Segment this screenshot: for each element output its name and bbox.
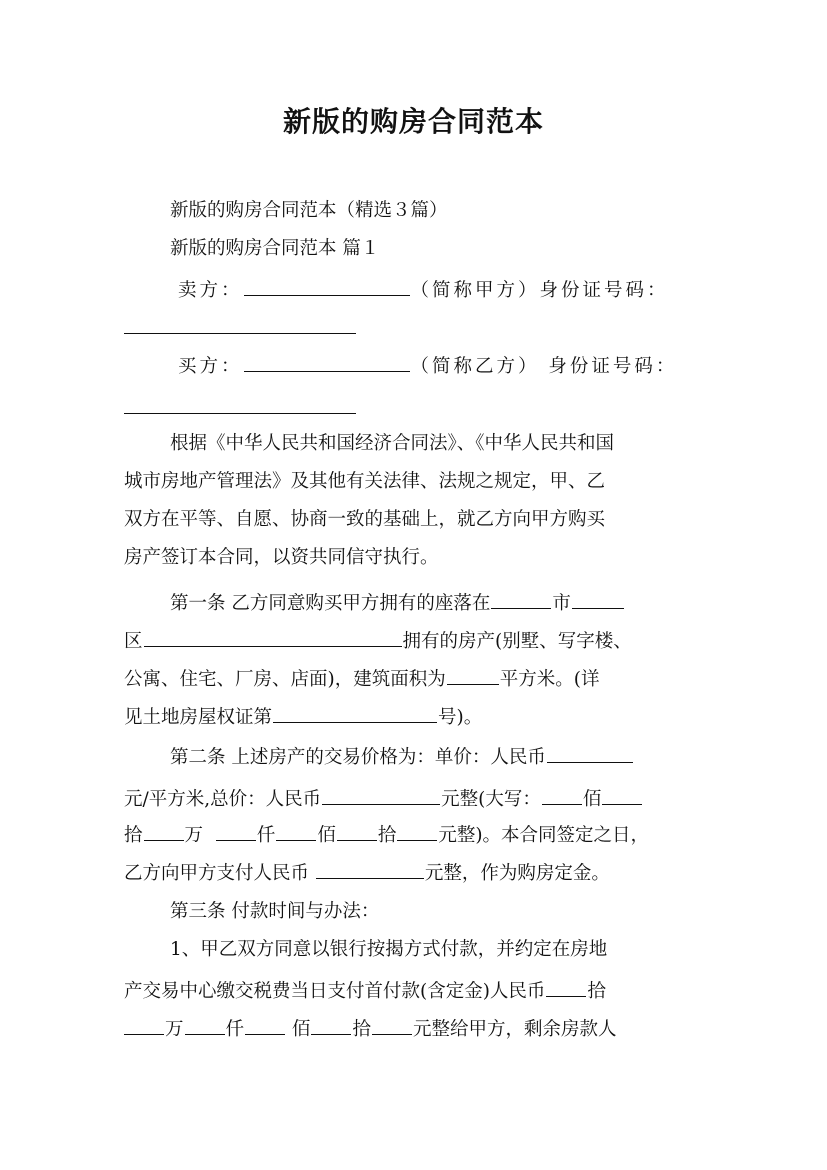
amount-blank bbox=[542, 784, 582, 805]
text-line: 佰 bbox=[291, 1019, 311, 1040]
text-line: 拾 bbox=[377, 825, 397, 846]
text-line: 拾 bbox=[587, 981, 606, 1002]
article-1-line bbox=[124, 626, 704, 654]
text-line: 元整给甲方，剩余房款人 bbox=[412, 1019, 617, 1040]
text-line: 第一条 乙方同意购买甲方拥有的座落在 bbox=[170, 593, 491, 614]
text-line: 元整，作为购房定金。 bbox=[424, 863, 610, 884]
text-line: 元整(大写： bbox=[441, 789, 541, 810]
certificate-blank bbox=[273, 702, 437, 723]
text-line: 拾 bbox=[352, 1019, 371, 1040]
amount-blank bbox=[185, 1014, 225, 1035]
text-line: 根据《中华人民共和国经济合同法》、《中华人民共和国 bbox=[170, 433, 615, 454]
seller-id-blank bbox=[124, 313, 356, 334]
subtitle-line bbox=[170, 197, 704, 225]
paragraph-line bbox=[124, 468, 704, 496]
paragraph-line bbox=[124, 544, 704, 572]
text-line: 市 bbox=[552, 593, 571, 614]
buyer-line bbox=[178, 351, 704, 379]
article-2-line bbox=[124, 784, 704, 812]
seller-name-blank bbox=[244, 275, 410, 296]
article-3-line bbox=[124, 976, 704, 1004]
text-line: 元整)。本合同签定之日， bbox=[438, 825, 650, 846]
text-line: 拾 bbox=[124, 825, 143, 846]
article-1-line bbox=[170, 588, 704, 616]
paragraph-line bbox=[170, 430, 704, 458]
area-blank bbox=[447, 664, 499, 685]
document-title: 新版的购房合同范本 bbox=[282, 105, 544, 138]
amount-blank bbox=[602, 784, 642, 805]
district-blank-a bbox=[572, 588, 624, 609]
amount-blank bbox=[546, 976, 586, 997]
article-2-line bbox=[124, 820, 704, 848]
seller-id-label: （简称甲方）身份证号码： bbox=[410, 280, 669, 301]
amount-blank bbox=[276, 820, 316, 841]
amount-blank bbox=[372, 1014, 412, 1035]
amount-blank bbox=[337, 820, 377, 841]
text-line: 房产签订本合同，以资共同信守执行。 bbox=[124, 547, 439, 568]
seller-label: 卖方： bbox=[178, 280, 243, 301]
text-line: 佰 bbox=[582, 789, 602, 810]
text-line: 号)。 bbox=[438, 707, 483, 728]
text-line: 区 bbox=[124, 631, 143, 652]
article-3-heading bbox=[170, 898, 704, 926]
article-2-line bbox=[170, 742, 704, 770]
buyer-id-blank-line bbox=[124, 393, 704, 421]
seller-id-blank-line bbox=[124, 313, 704, 341]
text-line: 万 bbox=[184, 825, 204, 846]
unit-price-blank bbox=[547, 742, 633, 763]
text-line: 拥有的房产(别墅、写字楼、 bbox=[402, 631, 632, 652]
amount-blank bbox=[144, 820, 184, 841]
amount-blank bbox=[124, 1014, 164, 1035]
text-line: 仟 bbox=[225, 1019, 245, 1040]
article-1-line bbox=[124, 702, 704, 730]
text-line: 第三条 付款时间与办法： bbox=[170, 901, 380, 922]
amount-blank bbox=[245, 1014, 285, 1035]
text-line: 佰 bbox=[317, 825, 336, 846]
article-1-line bbox=[124, 664, 704, 692]
text-line: 第二条 上述房产的交易价格为：单价：人民币 bbox=[170, 747, 546, 768]
text-line: 元/平方米,总价：人民币 bbox=[124, 789, 322, 810]
buyer-name-blank bbox=[244, 351, 410, 372]
text-line: 平方米。(详 bbox=[499, 669, 600, 690]
amount-blank bbox=[216, 820, 256, 841]
text-line: 1、甲乙双方同意以银行按揭方式付款，并约定在房地 bbox=[170, 939, 608, 960]
text-line: 仟 bbox=[256, 825, 276, 846]
text-line: 新版的购房合同范本（精选３篇） bbox=[170, 200, 448, 221]
buyer-id-label: （简称乙方） 身份证号码： bbox=[410, 356, 678, 377]
article-2-line bbox=[124, 858, 704, 886]
text-line: 公寓、住宅、厂房、店面)，建筑面积为 bbox=[124, 669, 446, 690]
text-line: 新版的购房合同范本 篇１ bbox=[170, 238, 380, 259]
amount-blank bbox=[311, 1014, 351, 1035]
location-blank bbox=[144, 626, 402, 647]
text-line: 产交易中心缴交税费当日支付首付款(含定金)人民币 bbox=[124, 981, 546, 1002]
amount-blank bbox=[397, 820, 437, 841]
text-line: 万 bbox=[165, 1019, 184, 1040]
paragraph-line bbox=[124, 506, 704, 534]
text-line: 见土地房屋权证第 bbox=[124, 707, 273, 728]
deposit-blank bbox=[316, 858, 424, 879]
total-price-blank bbox=[322, 784, 440, 805]
city-blank bbox=[491, 588, 551, 609]
seller-line bbox=[178, 275, 704, 303]
buyer-id-blank bbox=[124, 393, 356, 414]
buyer-label: 买方： bbox=[178, 356, 243, 377]
section-heading bbox=[170, 235, 704, 263]
text-line: 乙方向甲方支付人民币 bbox=[124, 863, 310, 884]
text-line: 城市房地产管理法》及其他有关法律、法规之规定，甲、乙 bbox=[124, 471, 606, 492]
article-3-line bbox=[170, 936, 704, 964]
text-line: 双方在平等、自愿、协商一致的基础上，就乙方向甲方购买 bbox=[124, 509, 606, 530]
article-3-line bbox=[124, 1014, 704, 1042]
